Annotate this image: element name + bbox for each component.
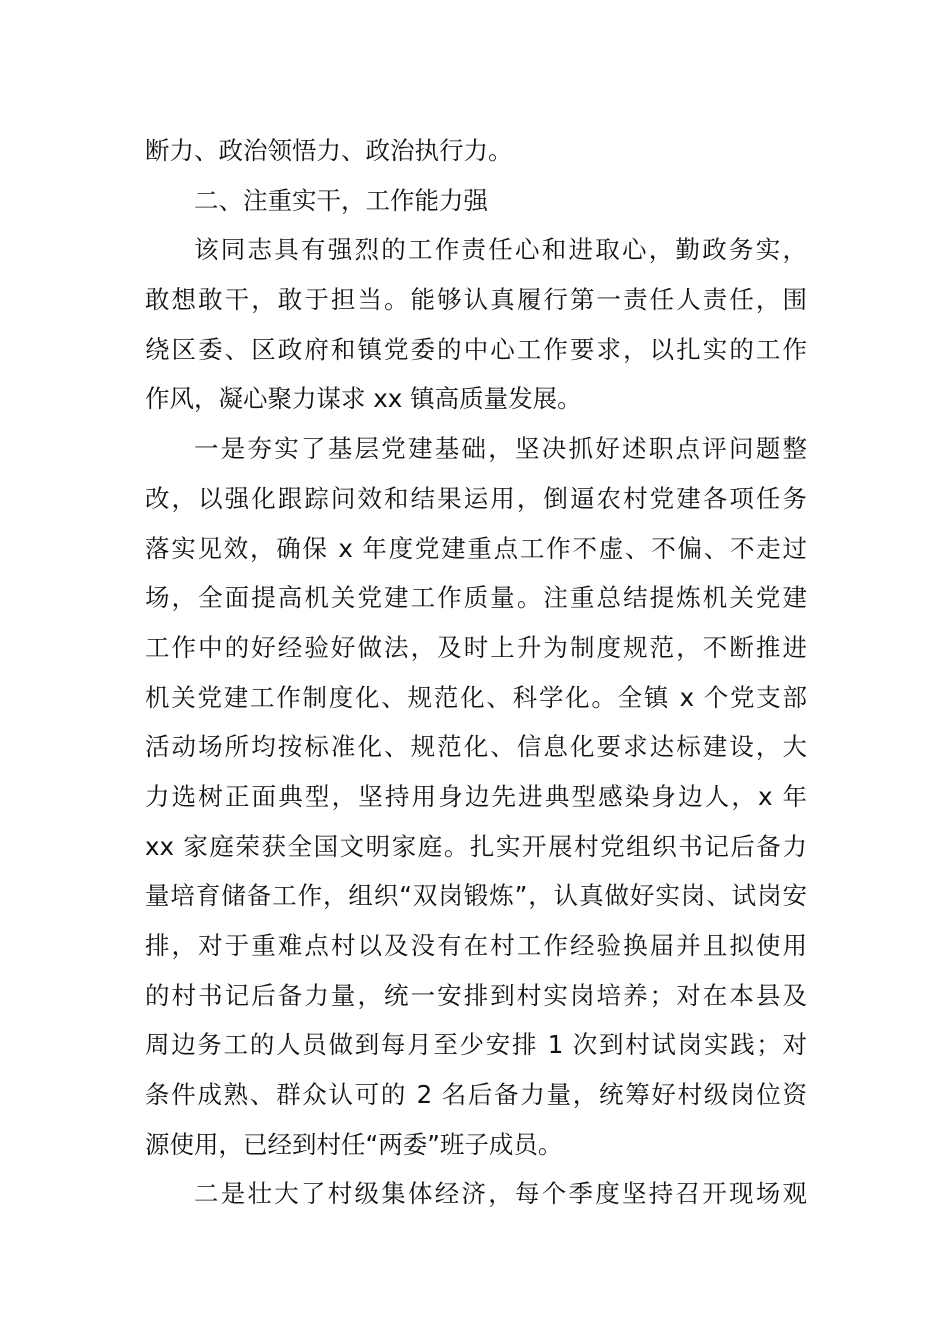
paragraph-line: 源使用，已经到村任“两委”班子成员。 <box>145 1129 563 1159</box>
paragraph-line: 该同志具有强烈的工作责任心和进取心，勤政务实， <box>194 235 807 265</box>
paragraph-line: 机关党建工作制度化、规范化、科学化。全镇 x 个党支部 <box>145 682 807 712</box>
continuation-line: 断力、政治领悟力、政治执行力。 <box>145 136 513 165</box>
document-body <box>145 126 807 1219</box>
paragraph-line: 条件成熟、群众认可的 2 名后备力量，统筹好村级岗位资 <box>145 1080 807 1110</box>
paragraph-line: xx 家庭荣获全国文明家庭。扎实开展村党组织书记后备力 <box>145 831 807 861</box>
section-heading: 二、注重实干，工作能力强 <box>194 185 488 215</box>
paragraph-2 <box>145 424 807 1169</box>
paragraph-3 <box>145 1169 807 1219</box>
paragraph-line: 绕区委、区政府和镇党委的中心工作要求，以扎实的工作 <box>145 334 807 364</box>
paragraph-line: 落实见效，确保 x 年度党建重点工作不虚、不偏、不走过 <box>145 533 807 563</box>
paragraph-line: 场，全面提高机关党建工作质量。注重总结提炼机关党建 <box>145 583 807 613</box>
paragraph-line: 作风，凝心聚力谋求 xx 镇高质量发展。 <box>145 384 582 414</box>
paragraph-line: 周边务工的人员做到每月至少安排 1 次到村试岗实践；对 <box>145 1030 807 1060</box>
paragraph-line: 排，对于重难点村以及没有在村工作经验换届并且拟使用 <box>145 931 807 960</box>
paragraph-line: 活动场所均按标准化、规范化、信息化要求达标建设，大 <box>145 732 807 762</box>
paragraph-line: 力选树正面典型，坚持用身边先进典型感染身边人，x 年 <box>145 781 807 811</box>
paragraph-line: 工作中的好经验好做法，及时上升为制度规范，不断推进 <box>145 632 807 662</box>
paragraph-1 <box>145 225 807 424</box>
paragraph-line: 量培育储备工作，组织“双岗锻炼”，认真做好实岗、试岗安 <box>145 881 807 911</box>
paragraph-line: 的村书记后备力量，统一安排到村实岗培养；对在本县及 <box>145 980 807 1010</box>
paragraph-line: 敢想敢干，敢于担当。能够认真履行第一责任人责任，围 <box>145 285 807 315</box>
paragraph-line: 一是夯实了基层党建基础，坚决抓好述职点评问题整 <box>194 434 807 464</box>
paragraph-line: 改，以强化跟踪问效和结果运用，倒逼农村党建各项任务 <box>145 483 807 513</box>
paragraph-line: 二是壮大了村级集体经济，每个季度坚持召开现场观 <box>194 1179 807 1209</box>
